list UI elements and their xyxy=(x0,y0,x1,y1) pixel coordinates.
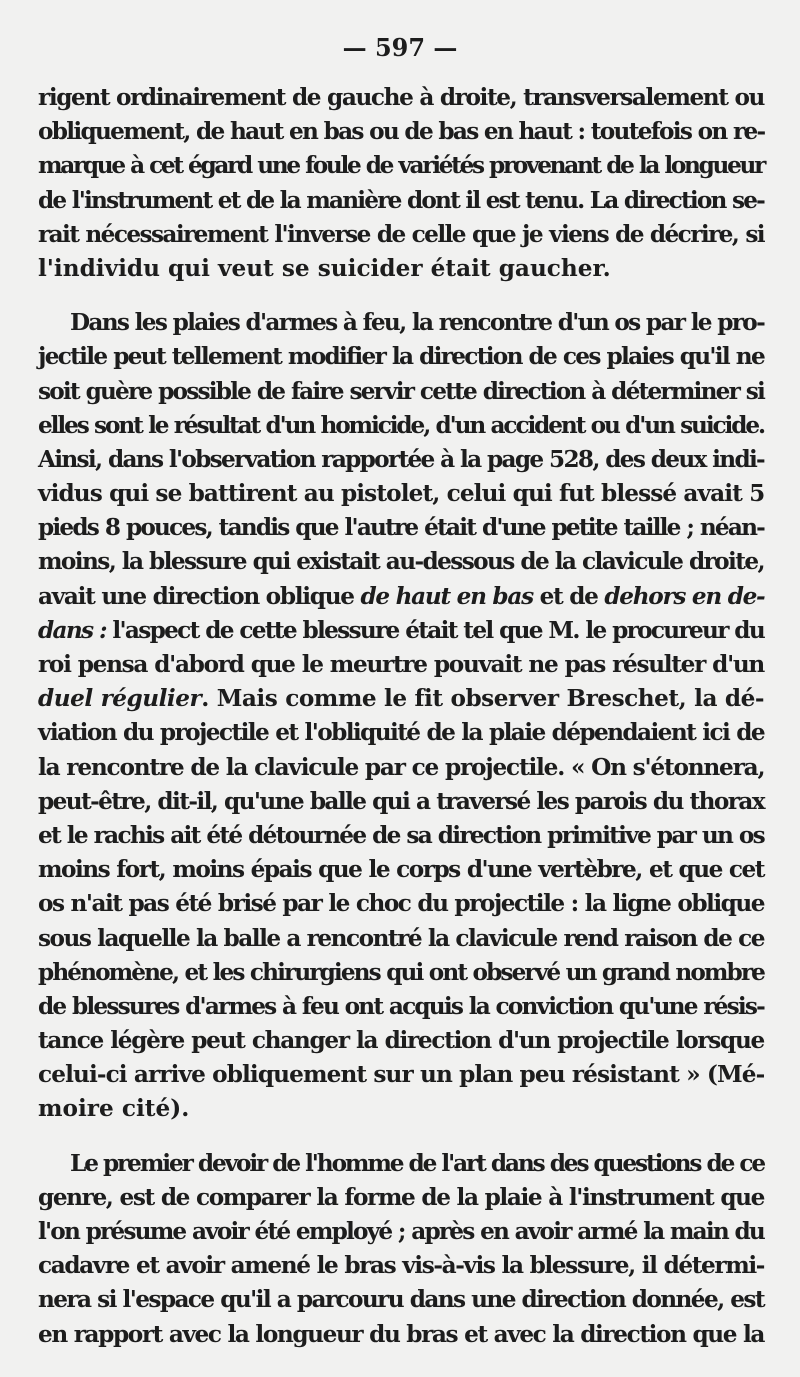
paragraph-gap xyxy=(38,1127,764,1147)
italic-phrase: dehors en de- xyxy=(604,582,765,610)
text-line: genre, est de comparer la forme de la plaie à l'instrument que xyxy=(38,1183,764,1211)
text-line xyxy=(38,614,764,648)
text-line: en rapport avec la longueur du bras et avec la direction que la xyxy=(38,1320,764,1348)
italic-phrase: dans : xyxy=(38,616,106,644)
text-line: rigent ordinairement de gauche à droite, transversalement ou xyxy=(38,84,764,111)
text-line xyxy=(38,682,764,716)
paragraph-3 xyxy=(38,1147,764,1352)
text-line: marque à cet égard une foule de variétés provenant de la longueur xyxy=(38,152,764,180)
text-run: et de xyxy=(532,582,605,610)
text-line: la rencontre de la clavicule par ce projectile. « On s'étonnera, xyxy=(38,753,765,781)
text-line: roi pensa d'abord que le meurtre pouvait ne pas résulter d'un xyxy=(38,651,764,678)
text-line: sous laquelle la balle a rencontré la clavicule rend raison de ce xyxy=(38,924,764,952)
text-line: cadavre et avoir amené le bras vis-à-vis la blessure, il détermi- xyxy=(38,1252,764,1280)
text-line: moire cité). xyxy=(38,1095,190,1123)
text-line: os n'ait pas été brisé par le choc du projectile : la ligne oblique xyxy=(38,890,764,918)
text-line: de l'instrument et de la manière dont il est tenu. La direction se- xyxy=(38,186,764,214)
text-line: Ainsi, dans l'observation rapportée à la page 528, des deux indi- xyxy=(38,445,764,473)
text-line: viation du projectile et l'obliquité de la plaie dépendaient ici de xyxy=(38,719,764,747)
page-number: — 597 — xyxy=(342,33,458,62)
italic-phrase: de haut en bas xyxy=(360,582,533,610)
paragraph-gap xyxy=(38,286,764,306)
italic-phrase: duel régulier xyxy=(38,685,202,713)
text-line: et le rachis ait été détournée de sa direction primitive par un os xyxy=(38,821,764,849)
text-line: moins, la blessure qui existait au-dessous de la clavicule droite, xyxy=(38,548,764,576)
body-text xyxy=(38,81,764,1352)
text-line xyxy=(38,580,764,614)
text-line: Le premier devoir de l'homme de l'art dans des questions de ce xyxy=(70,1149,764,1177)
paragraph-2 xyxy=(38,306,764,1127)
text-line: pieds 8 pouces, tandis que l'autre était d'une petite taille ; néan- xyxy=(38,514,764,542)
text-line: elles sont le résultat d'un homicide, d'un accident ou d'un suicide. xyxy=(38,411,764,439)
paragraph-1 xyxy=(38,81,764,286)
text-line: l'on présume avoir été employé ; après en avoir armé la main du xyxy=(38,1218,764,1245)
text-run: avait une direction oblique xyxy=(38,582,361,610)
text-line: celui-ci arrive obliquement sur un plan peu résistant » (Mé- xyxy=(38,1061,765,1089)
text-line: de blessures d'armes à feu ont acquis la conviction qu'une résis- xyxy=(38,992,764,1020)
text-line: rait nécessairement l'inverse de celle que je viens de décrire, si xyxy=(38,220,764,248)
text-run: . Mais comme le fit observer Breschet, la dé- xyxy=(201,685,764,713)
text-line: vidus qui se battirent au pistolet, celui qui fut blessé avait 5 xyxy=(38,480,765,508)
text-run: l'aspect de cette blessure était tel que M. le procureur du xyxy=(105,616,764,644)
text-line: soit guère possible de faire servir cette direction à déterminer si xyxy=(38,377,764,405)
text-line: Dans les plaies d'armes à feu, la rencontre d'un os par le pro- xyxy=(70,309,764,337)
text-line: phénomène, et les chirurgiens qui ont observé un grand nombre xyxy=(38,958,764,986)
text-line: l'individu qui veut se suicider était gaucher. xyxy=(38,254,611,282)
text-line: tance légère peut changer la direction d'un projectile lorsque xyxy=(38,1027,764,1055)
text-line: nera si l'espace qu'il a parcouru dans une direction donnée, est xyxy=(38,1286,764,1314)
text-line: peut-être, dit-il, qu'une balle qui a traversé les parois du thorax xyxy=(38,787,764,815)
text-line: obliquement, de haut en bas ou de bas en haut : toutefois on re- xyxy=(38,118,765,146)
text-line: jectile peut tellement modifier la direction de ces plaies qu'il ne xyxy=(38,343,764,371)
text-line: moins fort, moins épais que le corps d'une vertèbre, et que cet xyxy=(38,856,764,884)
